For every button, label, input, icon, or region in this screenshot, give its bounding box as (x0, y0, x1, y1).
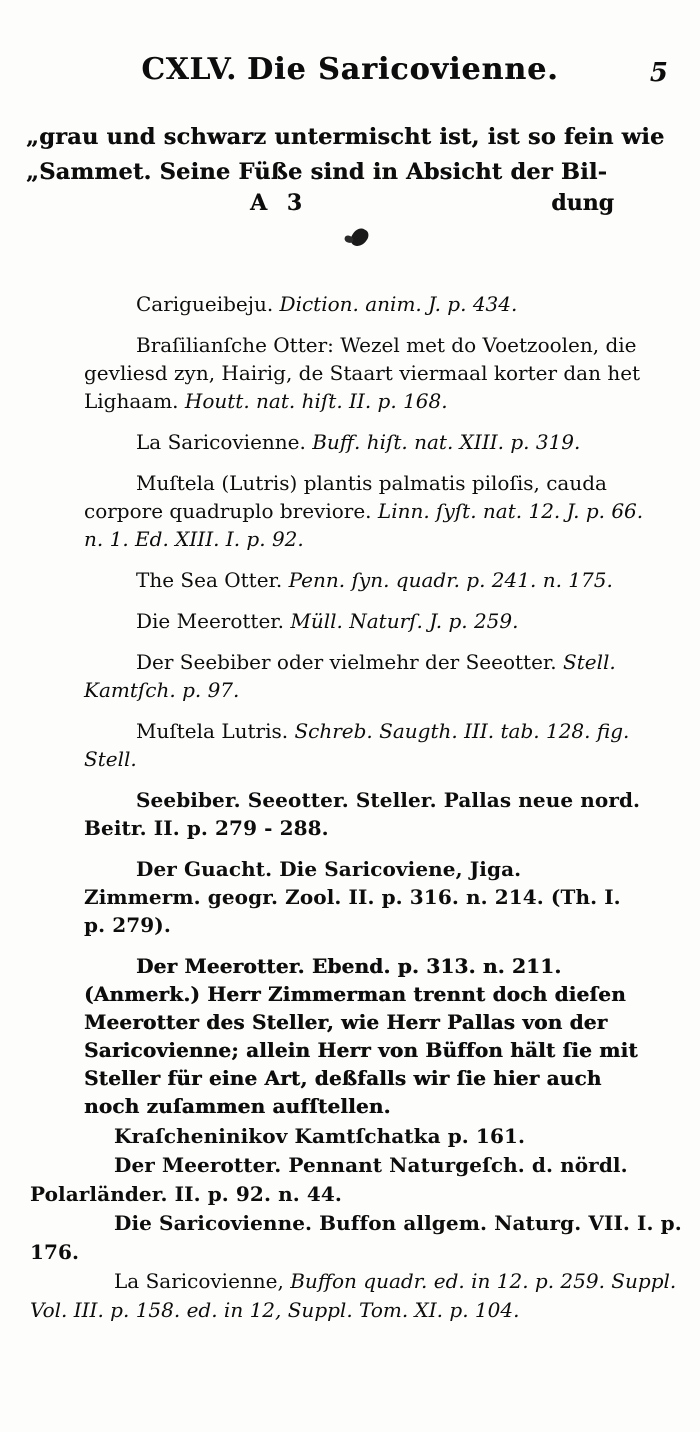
bibliography-entry (84, 786, 644, 842)
ink-smudge (348, 225, 371, 249)
bibliography-entry (84, 469, 644, 553)
entry-segment: Der Guacht. Die Saricoviene, Jiga. Zimmerm. geogr. Zool. II. p. 316. n. 214. (Th. I. p. 279). (84, 857, 621, 937)
entry-segment: Der Meerotter. Pennant Naturgeſch. d. nördl. Polarländer. II. p. 92. n. 44. (30, 1153, 628, 1206)
entry-segment: Houtt. nat. hiſt. II. p. 168. (184, 389, 448, 413)
entry-segment: The Sea Otter. (136, 568, 289, 592)
bibliography-entry (84, 566, 644, 594)
entry-segment: Diction. anim. J. p. 434. (279, 292, 518, 316)
page-title (0, 52, 700, 87)
entry-segment: Müll. Naturſ. J. p. 259. (290, 609, 519, 633)
entry-segment: Schreb. Saugth. III. tab. 128. fig. Stell. (84, 719, 630, 771)
bibliography-entry (30, 1209, 682, 1267)
entry-segment: Der Seebiber oder vielmehr der Seeotter. (136, 650, 564, 674)
bibliography-entry (84, 952, 644, 1120)
page-header (0, 0, 700, 98)
signature-row (26, 190, 676, 226)
bibliography-main (84, 290, 644, 1120)
entry-segment: Linn. ſyſt. nat. 12. J. p. 66. n. 1. Ed. XIII. I. p. 92. (84, 499, 644, 551)
chapter-number: CXLV. (141, 52, 238, 87)
quote-line: „grau und schwarz untermischt ist, ist so fein wie (26, 124, 665, 150)
page-number: 5 (649, 58, 668, 88)
bibliography-bottom (30, 1122, 682, 1325)
entry-segment: Der Meerotter. Ebend. p. 313. n. 211. (Anmerk.) Herr Zimmerman trennt doch dieſen Meerotter des Steller, wie Herr Pallas von der Saricovienne; allein Herr von Büffon hält ſie mit Steller für eine Art, deßfalls wir ſie hier auch noch zuſammen aufſtellen. (84, 954, 638, 1118)
entry-segment: Buff. hiſt. nat. XIII. p. 319. (312, 430, 581, 454)
bibliography-entry (84, 717, 644, 773)
catchword: dung (551, 190, 614, 216)
chapter-title: Die Saricovienne. (247, 52, 559, 87)
entry-segment: Die Saricovienne. Buffon allgem. Naturg. VII. I. p. 176. (30, 1211, 682, 1264)
bibliography-entry (84, 607, 644, 635)
bibliography-entry (84, 331, 644, 415)
entry-segment: Braſilianſche Otter: Wezel met do Voetzoolen, die gevliesd zyn, Hairig, de Staart viermaal korter dan het Lighaam. (84, 333, 641, 413)
entry-segment: Kraſcheninikov Kamtſchatka p. 161. (114, 1124, 526, 1148)
quote-line: „Sammet. Seine Füße sind in Absicht der Bil- (26, 159, 608, 185)
entry-segment: Stell. Kamtſch. p. 97. (84, 650, 616, 702)
bibliography-entry (84, 648, 644, 704)
entry-segment: La Saricovienne, (114, 1269, 291, 1293)
quote-paragraph (26, 120, 676, 190)
entry-segment: Penn. ſyn. quadr. p. 241. n. 175. (288, 568, 613, 592)
entry-segment: La Saricovienne. (136, 430, 313, 454)
entry-segment: Die Meerotter. (136, 609, 291, 633)
entry-segment: Carigueibeju. (136, 292, 280, 316)
bibliography-entry (30, 1122, 682, 1151)
bibliography-entry (30, 1267, 682, 1325)
entry-segment: Muſtela Lutris. (136, 719, 295, 743)
entry-segment: Seebiber. Seeotter. Steller. Pallas neue nord. Beitr. II. p. 279 - 288. (84, 788, 641, 840)
bibliography-entry (84, 290, 644, 318)
bibliography-entry (84, 428, 644, 456)
signature-mark: A 3 (250, 190, 309, 216)
bibliography-entry (30, 1151, 682, 1209)
bibliography-entry (84, 855, 644, 939)
entry-segment: Buffon quadr. ed. in 12. p. 259. Suppl. Vol. III. p. 158. ed. in 12, Suppl. Tom. XI. p. 104. (30, 1269, 677, 1322)
entry-segment: Muſtela (Lutris) plantis palmatis piloſis, cauda corpore quadruplo breviore. (84, 471, 607, 523)
